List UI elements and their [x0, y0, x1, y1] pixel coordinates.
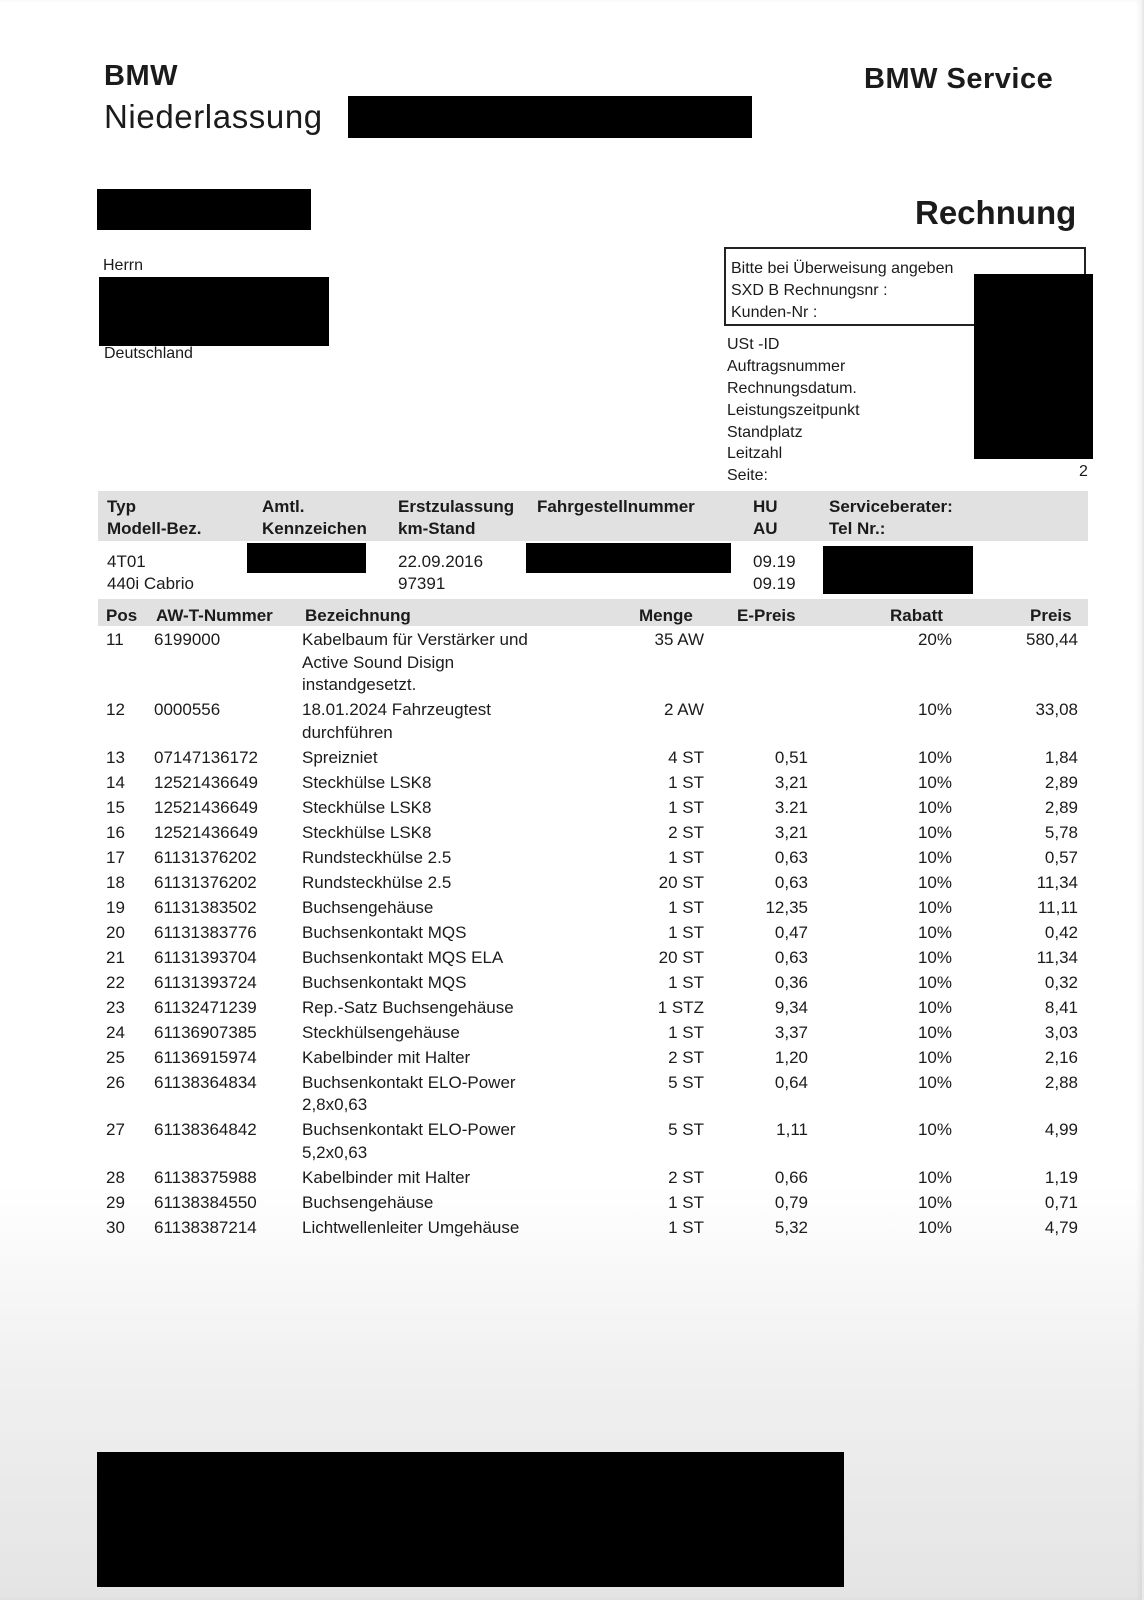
row-unit-price: 0,63 [774, 872, 808, 892]
row-quantity: 2 AW [664, 700, 704, 719]
row-price: 11,11 [1037, 897, 1078, 917]
row-unit-price: 1,20 [774, 1047, 808, 1067]
row-part-number: 61136907385 [154, 1022, 257, 1042]
row-pos: 23 [106, 997, 125, 1017]
row-price: 2,89 [1044, 797, 1078, 817]
row-discount: 10% [917, 797, 952, 817]
row-description: Buchsenkontakt MQS [302, 972, 467, 992]
row-description: Steckhülsengehäuse [302, 1022, 460, 1042]
row-unit-price: 0,64 [774, 1072, 808, 1092]
row-quantity: 5 ST [668, 1120, 704, 1139]
row-description: Buchsenkontakt ELO-Power [302, 1120, 516, 1139]
row-quantity: 1 STZ [657, 997, 704, 1017]
row-part-number: 61138375988 [154, 1167, 257, 1187]
brand-title: BMW [104, 60, 178, 92]
row-pos: 19 [106, 897, 125, 917]
row-quantity: 1 ST [668, 797, 704, 817]
redacted-recipient-address [99, 277, 329, 346]
redacted-branch-name [348, 96, 752, 138]
row-part-number: 12521436649 [154, 772, 259, 792]
row-part-number: 61136915974 [154, 1047, 257, 1067]
row-unit-price: 3.21 [774, 797, 808, 817]
row-quantity: 2 ST [668, 1167, 704, 1187]
row-pos: 12 [106, 700, 125, 719]
row-price: 8,41 [1044, 997, 1078, 1017]
row-discount: 10% [917, 847, 952, 867]
row-description: Buchsengehäuse [302, 897, 434, 917]
row-unit-price: 9,34 [774, 997, 808, 1017]
col-menge: Menge [639, 606, 693, 625]
row-discount: 10% [917, 1192, 952, 1212]
row-quantity: 1 ST [668, 1217, 704, 1237]
col-au: AU [753, 519, 778, 538]
row-unit-price: 0,79 [774, 1192, 808, 1212]
row-part-number: 61138387214 [154, 1217, 257, 1237]
row-pos: 27 [106, 1120, 125, 1139]
col-erstzulassung: Erstzulassung [398, 497, 515, 516]
row-description: Rundsteckhülse 2.5 [302, 847, 452, 867]
col-e-preis: E-Preis [737, 606, 796, 625]
row-discount: 10% [917, 1167, 952, 1187]
row-price: 1,19 [1044, 1167, 1078, 1187]
row-description: Rundsteckhülse 2.5 [302, 872, 452, 892]
row-part-number: 07147136172 [154, 747, 259, 767]
row-part-number: 61131393704 [154, 947, 257, 967]
row-price: 580,44 [1026, 630, 1078, 649]
col-tel: Tel Nr.: [829, 519, 886, 538]
meta-label: Auftragsnummer [727, 358, 846, 375]
row-description: 18.01.2024 Fahrzeugtest [302, 700, 492, 719]
row-description: Kabelbaum für Verstärker und [302, 630, 528, 649]
row-pos: 20 [106, 922, 125, 942]
row-description: Buchsenkontakt MQS ELA [302, 947, 504, 967]
row-unit-price: 5,32 [774, 1217, 808, 1237]
row-part-number: 12521436649 [154, 797, 259, 817]
row-unit-price: 3,37 [774, 1022, 808, 1042]
row-price: 1,84 [1044, 747, 1078, 767]
row-description: Buchsenkontakt ELO-Power [302, 1072, 516, 1092]
col-km: km-Stand [398, 519, 476, 538]
row-part-number: 61131376202 [154, 872, 257, 892]
row-discount: 10% [917, 972, 952, 992]
row-price: 0,57 [1044, 847, 1078, 867]
row-pos: 29 [106, 1192, 125, 1212]
row-description: instandgesetzt. [302, 675, 417, 694]
row-description: Steckhülse LSK8 [302, 822, 432, 842]
meta-label: Standplatz [727, 424, 803, 441]
recipient-country: Deutschland [104, 345, 193, 362]
branch-label: Niederlassung [104, 98, 323, 135]
col-rabatt: Rabatt [890, 606, 943, 625]
row-quantity: 20 ST [658, 872, 704, 892]
row-discount: 10% [917, 1022, 952, 1042]
row-price: 4,79 [1044, 1217, 1078, 1237]
redacted-meta-values [974, 274, 1093, 459]
row-quantity: 1 ST [668, 847, 704, 867]
row-quantity: 1 ST [668, 897, 704, 917]
page-number: 2 [1079, 463, 1088, 480]
row-description: Steckhülse LSK8 [302, 797, 432, 817]
row-unit-price: 12,35 [765, 897, 808, 917]
redacted-footer [97, 1452, 844, 1587]
row-quantity: 1 ST [668, 922, 704, 942]
row-quantity: 2 ST [668, 1047, 704, 1067]
row-part-number: 12521436649 [154, 822, 259, 842]
vehicle-au: 09.19 [753, 574, 796, 593]
row-pos: 15 [106, 797, 125, 817]
bmw-service-label: BMW Service [864, 63, 1054, 95]
row-unit-price: 3,21 [774, 822, 808, 842]
row-unit-price: 0,47 [774, 922, 808, 942]
row-discount: 10% [917, 1217, 952, 1237]
col-amtl: Amtl. [262, 497, 305, 516]
redacted-plate [247, 543, 366, 573]
row-price: 2,89 [1044, 772, 1078, 792]
row-price: 0,32 [1044, 972, 1078, 992]
row-pos: 18 [106, 872, 125, 892]
row-description: Spreizniet [302, 747, 378, 767]
row-description: 5,2x0,63 [302, 1142, 368, 1162]
row-part-number: 61131383502 [154, 897, 257, 917]
row-description: durchführen [302, 722, 393, 742]
vehicle-typ: 4T01 [107, 552, 146, 571]
col-aw-t-nummer: AW-T-Nummer [156, 606, 273, 625]
row-part-number: 61131383776 [154, 922, 257, 942]
row-price: 0,42 [1044, 922, 1078, 942]
row-discount: 10% [917, 947, 952, 967]
row-discount: 10% [917, 897, 952, 917]
col-kennzeichen: Kennzeichen [262, 519, 367, 538]
row-description: Kabelbinder mit Halter [302, 1047, 471, 1067]
col-fahrgestell: Fahrgestellnummer [537, 497, 695, 516]
row-pos: 11 [106, 630, 124, 649]
col-hu: HU [753, 497, 778, 516]
box-line: Kunden-Nr : [731, 304, 818, 321]
meta-label: Leistungszeitpunkt [727, 402, 860, 419]
row-part-number: 61138384550 [154, 1192, 257, 1212]
vehicle-hu: 09.19 [753, 552, 796, 571]
row-price: 11,34 [1036, 872, 1078, 892]
box-line: SXD B Rechnungsnr : [731, 282, 888, 299]
redacted-vin [526, 543, 731, 573]
row-unit-price: 0,63 [774, 847, 808, 867]
row-part-number: 61131393724 [154, 972, 257, 992]
vehicle-erstzulassung: 22.09.2016 [398, 552, 484, 571]
col-preis: Preis [1030, 606, 1072, 625]
row-unit-price: 3,21 [774, 772, 808, 792]
vehicle-modell: 440i Cabrio [107, 574, 194, 593]
row-discount: 10% [917, 1072, 952, 1092]
row-pos: 24 [106, 1022, 125, 1042]
meta-label: Seite: [727, 467, 768, 484]
row-price: 33,08 [1035, 700, 1078, 719]
row-part-number: 6199000 [154, 630, 221, 649]
row-part-number: 0000556 [154, 700, 221, 719]
row-price: 0,71 [1044, 1192, 1078, 1212]
row-price: 11,34 [1036, 947, 1078, 967]
row-pos: 16 [106, 822, 125, 842]
row-pos: 25 [106, 1047, 125, 1067]
salutation: Herrn [103, 257, 144, 274]
row-part-number: 61131376202 [154, 847, 257, 867]
row-quantity: 1 ST [668, 1022, 704, 1042]
row-quantity: 20 ST [658, 947, 704, 967]
row-quantity: 1 ST [668, 1192, 704, 1212]
col-bezeichnung: Bezeichnung [305, 606, 411, 625]
col-serviceberater: Serviceberater: [829, 497, 953, 516]
row-quantity: 1 ST [668, 772, 704, 792]
row-description: Rep.-Satz Buchsengehäuse [302, 997, 514, 1017]
row-description: Buchsengehäuse [302, 1192, 434, 1212]
row-discount: 10% [917, 872, 952, 892]
redacted-advisor [823, 546, 973, 594]
redacted-sender [97, 189, 311, 230]
col-modell: Modell-Bez. [107, 519, 202, 538]
row-part-number: 61138364842 [154, 1120, 257, 1139]
col-typ: Typ [107, 497, 136, 516]
row-discount: 10% [917, 1120, 952, 1139]
row-pos: 30 [106, 1217, 125, 1237]
row-price: 2,16 [1044, 1047, 1078, 1067]
row-price: 3,03 [1044, 1022, 1078, 1042]
row-unit-price: 1,11 [776, 1120, 808, 1139]
vehicle-km: 97391 [398, 574, 446, 593]
row-unit-price: 0,66 [774, 1167, 808, 1187]
row-description: Steckhülse LSK8 [302, 772, 432, 792]
row-pos: 28 [106, 1167, 125, 1187]
row-quantity: 2 ST [668, 822, 704, 842]
row-quantity: 1 ST [668, 972, 704, 992]
row-discount: 10% [917, 747, 952, 767]
row-discount: 10% [917, 1047, 952, 1067]
row-price: 5,78 [1044, 822, 1078, 842]
row-discount: 10% [917, 700, 952, 719]
row-discount: 10% [917, 772, 952, 792]
row-discount: 10% [917, 997, 952, 1017]
row-unit-price: 0,36 [774, 972, 808, 992]
row-discount: 10% [917, 922, 952, 942]
row-part-number: 61138364834 [154, 1072, 257, 1092]
row-description: Kabelbinder mit Halter [302, 1167, 471, 1187]
box-line: Bitte bei Überweisung angeben [731, 260, 954, 277]
row-price: 2,88 [1044, 1072, 1078, 1092]
document-title: Rechnung [915, 194, 1077, 231]
row-quantity: 5 ST [668, 1072, 704, 1092]
row-description: 2,8x0,63 [302, 1095, 368, 1114]
row-pos: 26 [106, 1072, 125, 1092]
row-pos: 14 [106, 772, 125, 792]
row-description: Lichtwellenleiter Umgehäuse [302, 1217, 520, 1237]
row-pos: 21 [106, 947, 125, 967]
row-unit-price: 0,51 [774, 747, 808, 767]
row-discount: 20% [917, 630, 952, 649]
row-unit-price: 0,63 [774, 947, 808, 967]
meta-label: Leitzahl [727, 445, 783, 462]
row-pos: 17 [106, 847, 125, 867]
row-description: Buchsenkontakt MQS [302, 922, 467, 942]
meta-label: USt -ID [727, 336, 780, 353]
col-pos: Pos [106, 606, 138, 625]
row-pos: 22 [106, 972, 125, 992]
row-quantity: 4 ST [668, 747, 704, 767]
meta-label: Rechnungsdatum. [727, 380, 857, 397]
row-pos: 13 [106, 747, 125, 767]
row-price: 4,99 [1044, 1120, 1078, 1139]
row-quantity: 35 AW [654, 630, 704, 649]
row-discount: 10% [917, 822, 952, 842]
row-part-number: 61132471239 [154, 997, 257, 1017]
row-description: Active Sound Disign [302, 652, 455, 672]
